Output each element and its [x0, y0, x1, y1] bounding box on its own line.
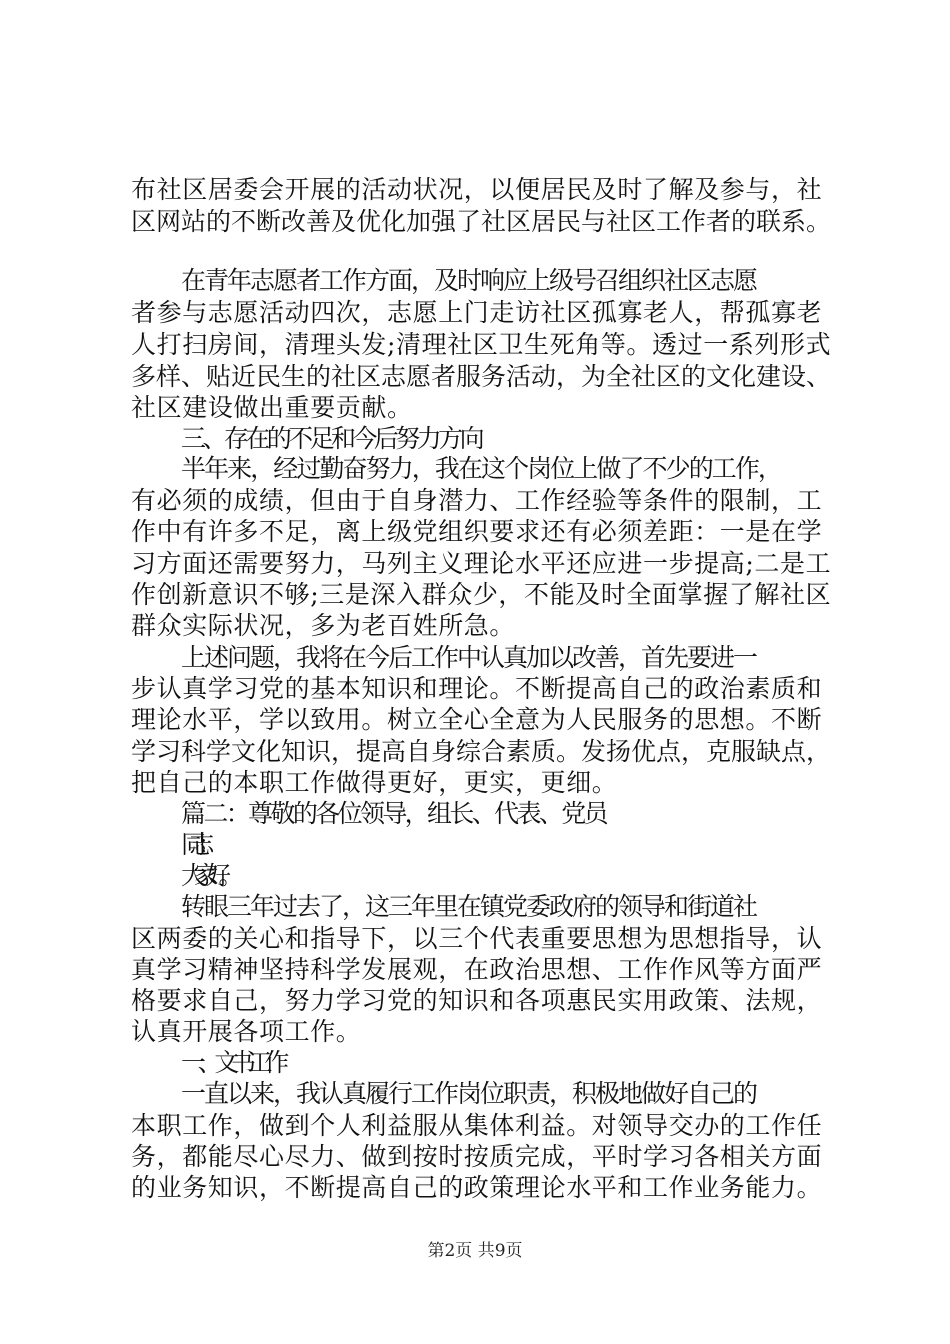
text-line: 多样、贴近民生的社区志愿者服务活动，为全社区的文化建设、	[131, 362, 832, 391]
section-heading: 篇二：尊敬的各位领导，组长、代表、党员	[181, 799, 607, 828]
section-heading: 一、文书工作	[181, 1048, 282, 1077]
text-line: 理论水平，学以致用。树立全心全意为人民服务的思想。不断	[131, 705, 823, 734]
text-line: 大家好。	[181, 861, 232, 890]
text-line: 把自己的本职工作做得更好，更实，更细。	[131, 768, 618, 797]
text-line: 一直以来，我认真履行工作岗位职责，积极地做好自己的	[181, 1079, 757, 1108]
text-line: 本职工作，做到个人利益服从集体利益。对领导交办的工作任	[131, 1111, 823, 1140]
text-line: 真学习精神坚持科学发展观，在政治思想、工作作风等方面严	[131, 955, 823, 984]
text-line: 人打扫房间，清理头发;清理社区卫生死角等。透过一系列形式	[131, 330, 832, 359]
text-line: 社区建设做出重要贡献。	[131, 393, 413, 422]
text-line: 区网站的不断改善及优化加强了社区居民与社区工作者的联系。	[131, 207, 832, 236]
text-line: 有必须的成绩，但由于自身潜力、工作经验等条件的限制，工	[131, 486, 823, 515]
text-line: 布社区居委会开展的活动状况，以便居民及时了解及参与，社	[131, 175, 823, 204]
text-line: 转眼三年过去了，这三年里在镇党委政府的领导和街道社	[181, 892, 757, 921]
text-line: 认真开展各项工作。	[131, 1017, 362, 1046]
text-line: 格要求自己，努力学习党的知识和各项惠民实用政策、法规，	[131, 986, 823, 1015]
text-line: 群众实际状况，多为老百姓所急。	[131, 611, 516, 640]
text-line: 作中有许多不足，离上级党组织要求还有必须差距：一是在学	[131, 517, 823, 546]
text-line: 务，都能尽心尽力、做到按时按质完成，平时学习各相关方面	[131, 1142, 823, 1171]
text-line: 习方面还需要努力，马列主义理论水平还应进一步提高;二是工	[131, 549, 832, 578]
text-line: 半年来，经过勤奋努力，我在这个岗位上做了不少的工作，	[181, 454, 782, 483]
text-line: 同志：	[181, 830, 207, 859]
text-line: 学习科学文化知识，提高自身综合素质。发扬优点，克服缺点，	[131, 737, 832, 766]
text-line: 在青年志愿者工作方面，及时响应上级号召组织社区志愿	[181, 266, 757, 295]
text-line: 区两委的关心和指导下，以三个代表重要思想为思想指导，认	[131, 924, 823, 953]
page-number: 第2页 共9页	[427, 1241, 523, 1261]
section-heading: 三、存在的不足和今后努力方向	[181, 424, 482, 453]
text-line: 步认真学习党的基本知识和理论。不断提高自己的政治素质和	[131, 674, 823, 703]
text-line: 者参与志愿活动四次，志愿上门走访社区孤寡老人，帮孤寡老	[131, 298, 823, 327]
text-line: 上述问题，我将在今后工作中认真加以改善，首先要进一	[181, 643, 757, 672]
text-line: 作创新意识不够;三是深入群众少，不能及时全面掌握了解社区	[131, 580, 832, 609]
text-line: 的业务知识，不断提高自己的政策理论水平和工作业务能力。	[131, 1173, 823, 1202]
